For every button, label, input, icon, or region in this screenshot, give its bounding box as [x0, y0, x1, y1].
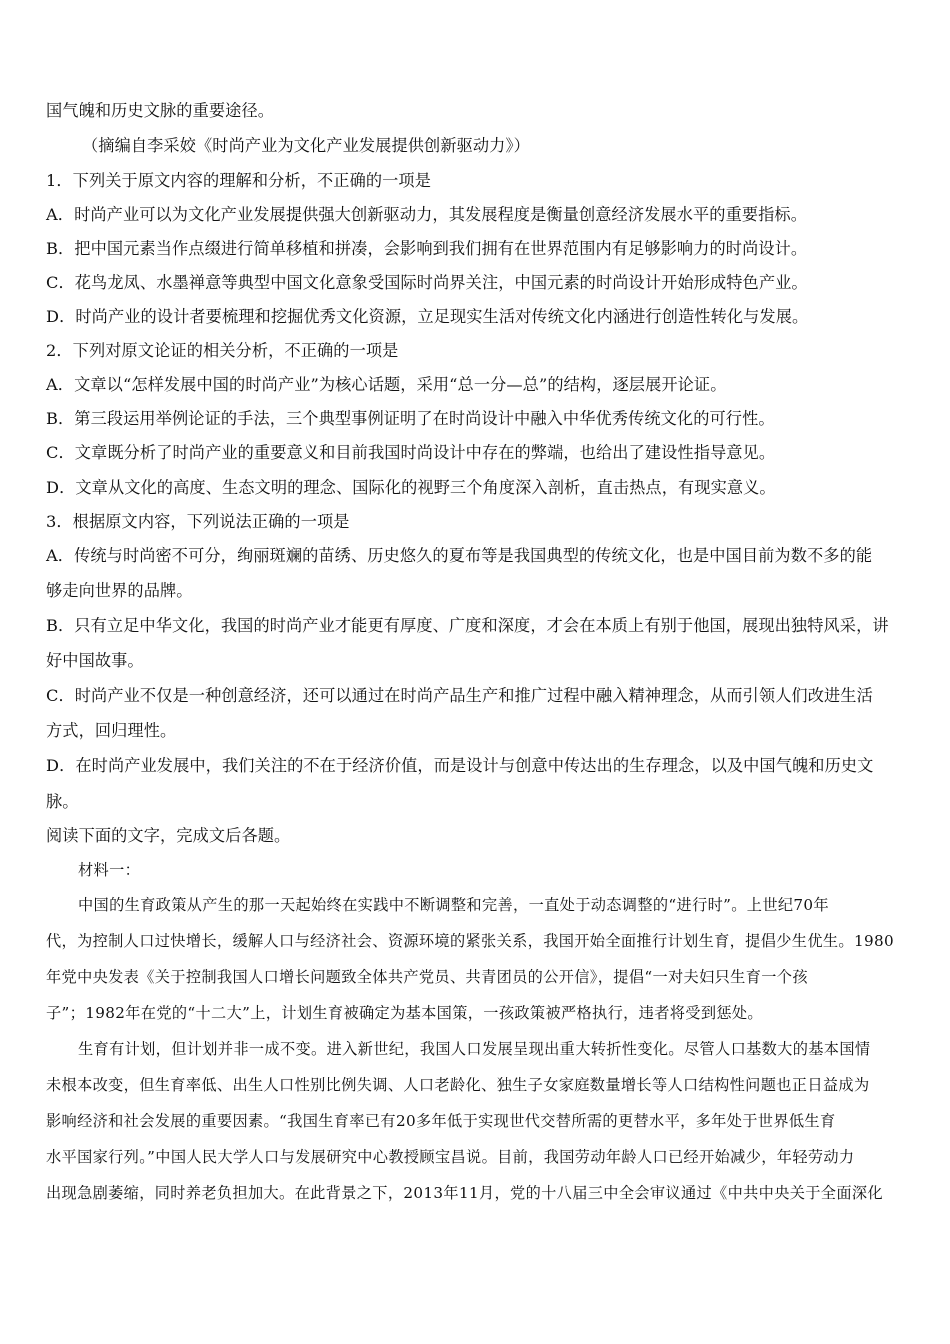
material-para2-line1: 生育有计划，但计划并非一成不变。进入新世纪，我国人口发展呈现出重大转折性变化。尽管人口基数大的基本国情 — [78, 1040, 871, 1058]
question-2-option-d: D．文章从文化的高度、生态文明的理念、国际化的视野三个角度深入剖析，直击热点，有现实意义。 — [46, 478, 776, 497]
material-para1-line3: 年党中央发表《关于控制我国人口增长问题致全体共产党员、共青团员的公开信》，提倡“一对夫妇只生育一个孩 — [46, 968, 808, 986]
question-2-option-a: A．文章以“怎样发展中国的时尚产业”为核心话题，采用“总一分—总”的结构，逐层展开论证。 — [46, 375, 727, 394]
question-3-option-c-cont: 方式，回归理性。 — [46, 721, 177, 740]
question-3-option-b-cont: 好中国故事。 — [46, 651, 144, 670]
question-3-option-c: C．时尚产业不仅是一种创意经济，还可以通过在时尚产品生产和推广过程中融入精神理念，从而引领人们改进生活 — [46, 686, 873, 705]
question-1-option-d: D．时尚产业的设计者要梳理和挖掘优秀文化资源，立足现实生活对传统文化内涵进行创造性转化与发展。 — [46, 307, 809, 326]
material-para2-line5: 出现急剧萎缩，同时养老负担加大。在此背景之下，2013年11月，党的十八届三中全会审议通过《中共中央关于全面深化 — [46, 1184, 883, 1202]
question-2-option-c: C．文章既分析了时尚产业的重要意义和目前我国时尚设计中存在的弊端，也给出了建设性指导意见。 — [46, 443, 776, 462]
passage-ending: 国气魄和历史文脉的重要途径。 — [46, 101, 275, 120]
material-para1-line4: 子”；1982年在党的“十二大”上，计划生育被确定为基本国策，一孩政策被严格执行，违者将受到惩处。 — [46, 1004, 763, 1022]
question-2-stem: 2．下列对原文论证的相关分析，不正确的一项是 — [46, 341, 399, 360]
material-para2-line3: 影响经济和社会发展的重要因素。“我国生育率已有20多年低于实现世代交替所需的更替水平，多年处于世界低生育 — [46, 1112, 836, 1130]
question-1-option-b: B．把中国元素当作点缀进行简单移植和拼凑，会影响到我们拥有在世界范围内有足够影响力的时尚设计。 — [46, 239, 808, 258]
material-title: 材料一： — [78, 861, 141, 879]
material-para1-line1: 中国的生育政策从产生的那一天起始终在实践中不断调整和完善，一直处于动态调整的“进行时”。上世纪70年 — [78, 896, 829, 914]
material-para2-line4: 水平国家行列。”中国人民大学人口与发展研究中心教授顾宝昌说。目前，我国劳动年龄人口已经开始减少，年轻劳动力 — [46, 1148, 855, 1166]
question-3-option-a-cont: 够走向世界的品牌。 — [46, 581, 193, 600]
material-para1-line2: 代，为控制人口过快增长，缓解人口与经济社会、资源环境的紧张关系，我国开始全面推行计划生育，提倡少生优生。1980 — [46, 932, 895, 950]
question-1-stem: 1．下列关于原文内容的理解和分析，不正确的一项是 — [46, 171, 432, 190]
question-3-option-b: B．只有立足中华文化，我国的时尚产业才能更有厚度、广度和深度，才会在本质上有别于他国，展现出独特风采，讲 — [46, 616, 889, 635]
question-3-stem: 3．根据原文内容，下列说法正确的一项是 — [46, 512, 350, 531]
question-1-option-a: A．时尚产业可以为文化产业发展提供强大创新驱动力，其发展程度是衡量创意经济发展水平的重要指标。 — [46, 205, 808, 224]
material-para2-line2: 未根本改变，但生育率低、出生人口性别比例失调、人口老龄化、独生子女家庭数量增长等人口结构性问题也正日益成为 — [46, 1076, 870, 1094]
question-1-option-c: C．花鸟龙凤、水墨禅意等典型中国文化意象受国际时尚界关注，中国元素的时尚设计开始形成特色产业。 — [46, 273, 808, 292]
question-3-option-d-cont: 脉。 — [46, 792, 79, 811]
question-3-option-a: A．传统与时尚密不可分，绚丽斑斓的苗绣、历史悠久的夏布等是我国典型的传统文化，也是中国目前为数不多的能 — [46, 546, 873, 565]
question-2-option-b: B．第三段运用举例论证的手法，三个典型事例证明了在时尚设计中融入中华优秀传统文化的可行性。 — [46, 409, 775, 428]
question-3-option-d: D．在时尚产业发展中，我们关注的不在于经济价值，而是设计与创意中传达出的生存理念，以及中国气魄和历史文 — [46, 756, 874, 775]
reading-instruction: 阅读下面的文字，完成文后各题。 — [46, 826, 291, 845]
source-citation: （摘编自李采姣《时尚产业为文化产业发展提供创新驱动力》） — [82, 136, 530, 155]
